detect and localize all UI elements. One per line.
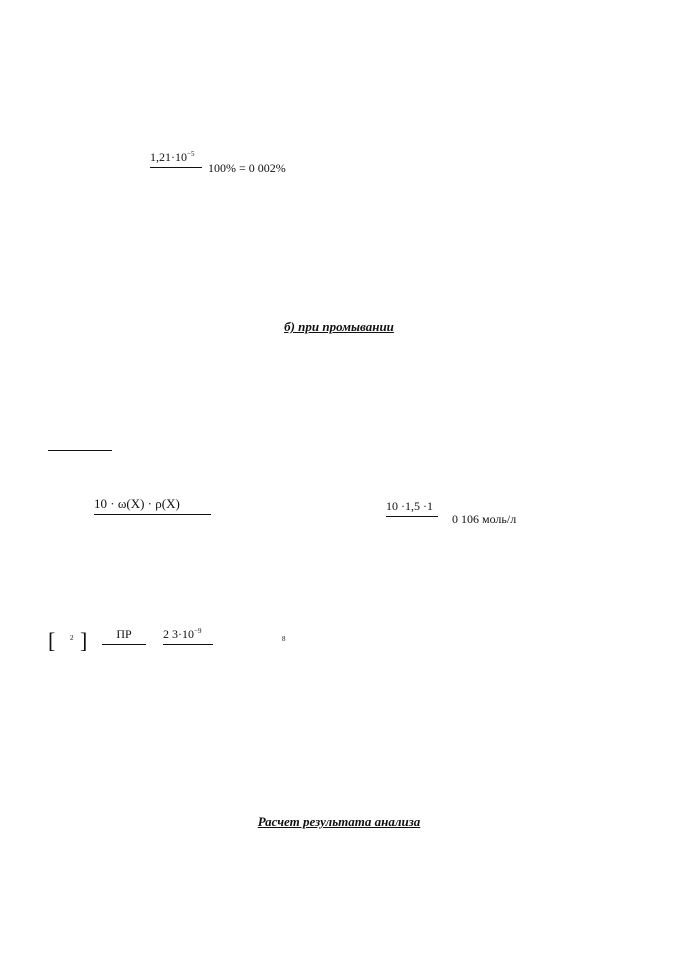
formula3-second-numerator [163,627,213,645]
formula2-left-fraction [94,496,211,515]
formula2-right-fraction [386,499,438,517]
formula3-close-bracket: ] [80,628,88,653]
short-divider-line [48,450,112,451]
section-heading-result: Расчет результата анализа [257,814,421,829]
formula3-open-bracket: [ [48,628,56,653]
formula1-result: 100% = 0 002% [208,161,286,175]
formula3-small-8: 8 [282,635,286,643]
formula2-left-numerator: 10 · ω(X) · ρ(X) [94,496,211,515]
formula1-numerator-exponent: −5 [187,150,195,158]
formula2-right-numerator: 10 ·1,5 ·1 [386,499,438,517]
formula3-second-fraction [163,627,213,645]
formula3-pr-fraction [102,627,146,645]
formula1-numerator [150,150,202,168]
formula3-pr-numerator: ПР [102,627,146,645]
section-heading-washing: б) при промывании [284,319,394,334]
formula1-numerator-base: 1,21·10 [150,150,187,164]
formula2-right-result: 0 106 моль/л [452,512,517,526]
formula3-small-index: 2 [70,634,74,642]
formula3-second-numerator-base: 2 3·10 [163,627,194,641]
formula3-second-numerator-exponent: −9 [194,627,202,635]
